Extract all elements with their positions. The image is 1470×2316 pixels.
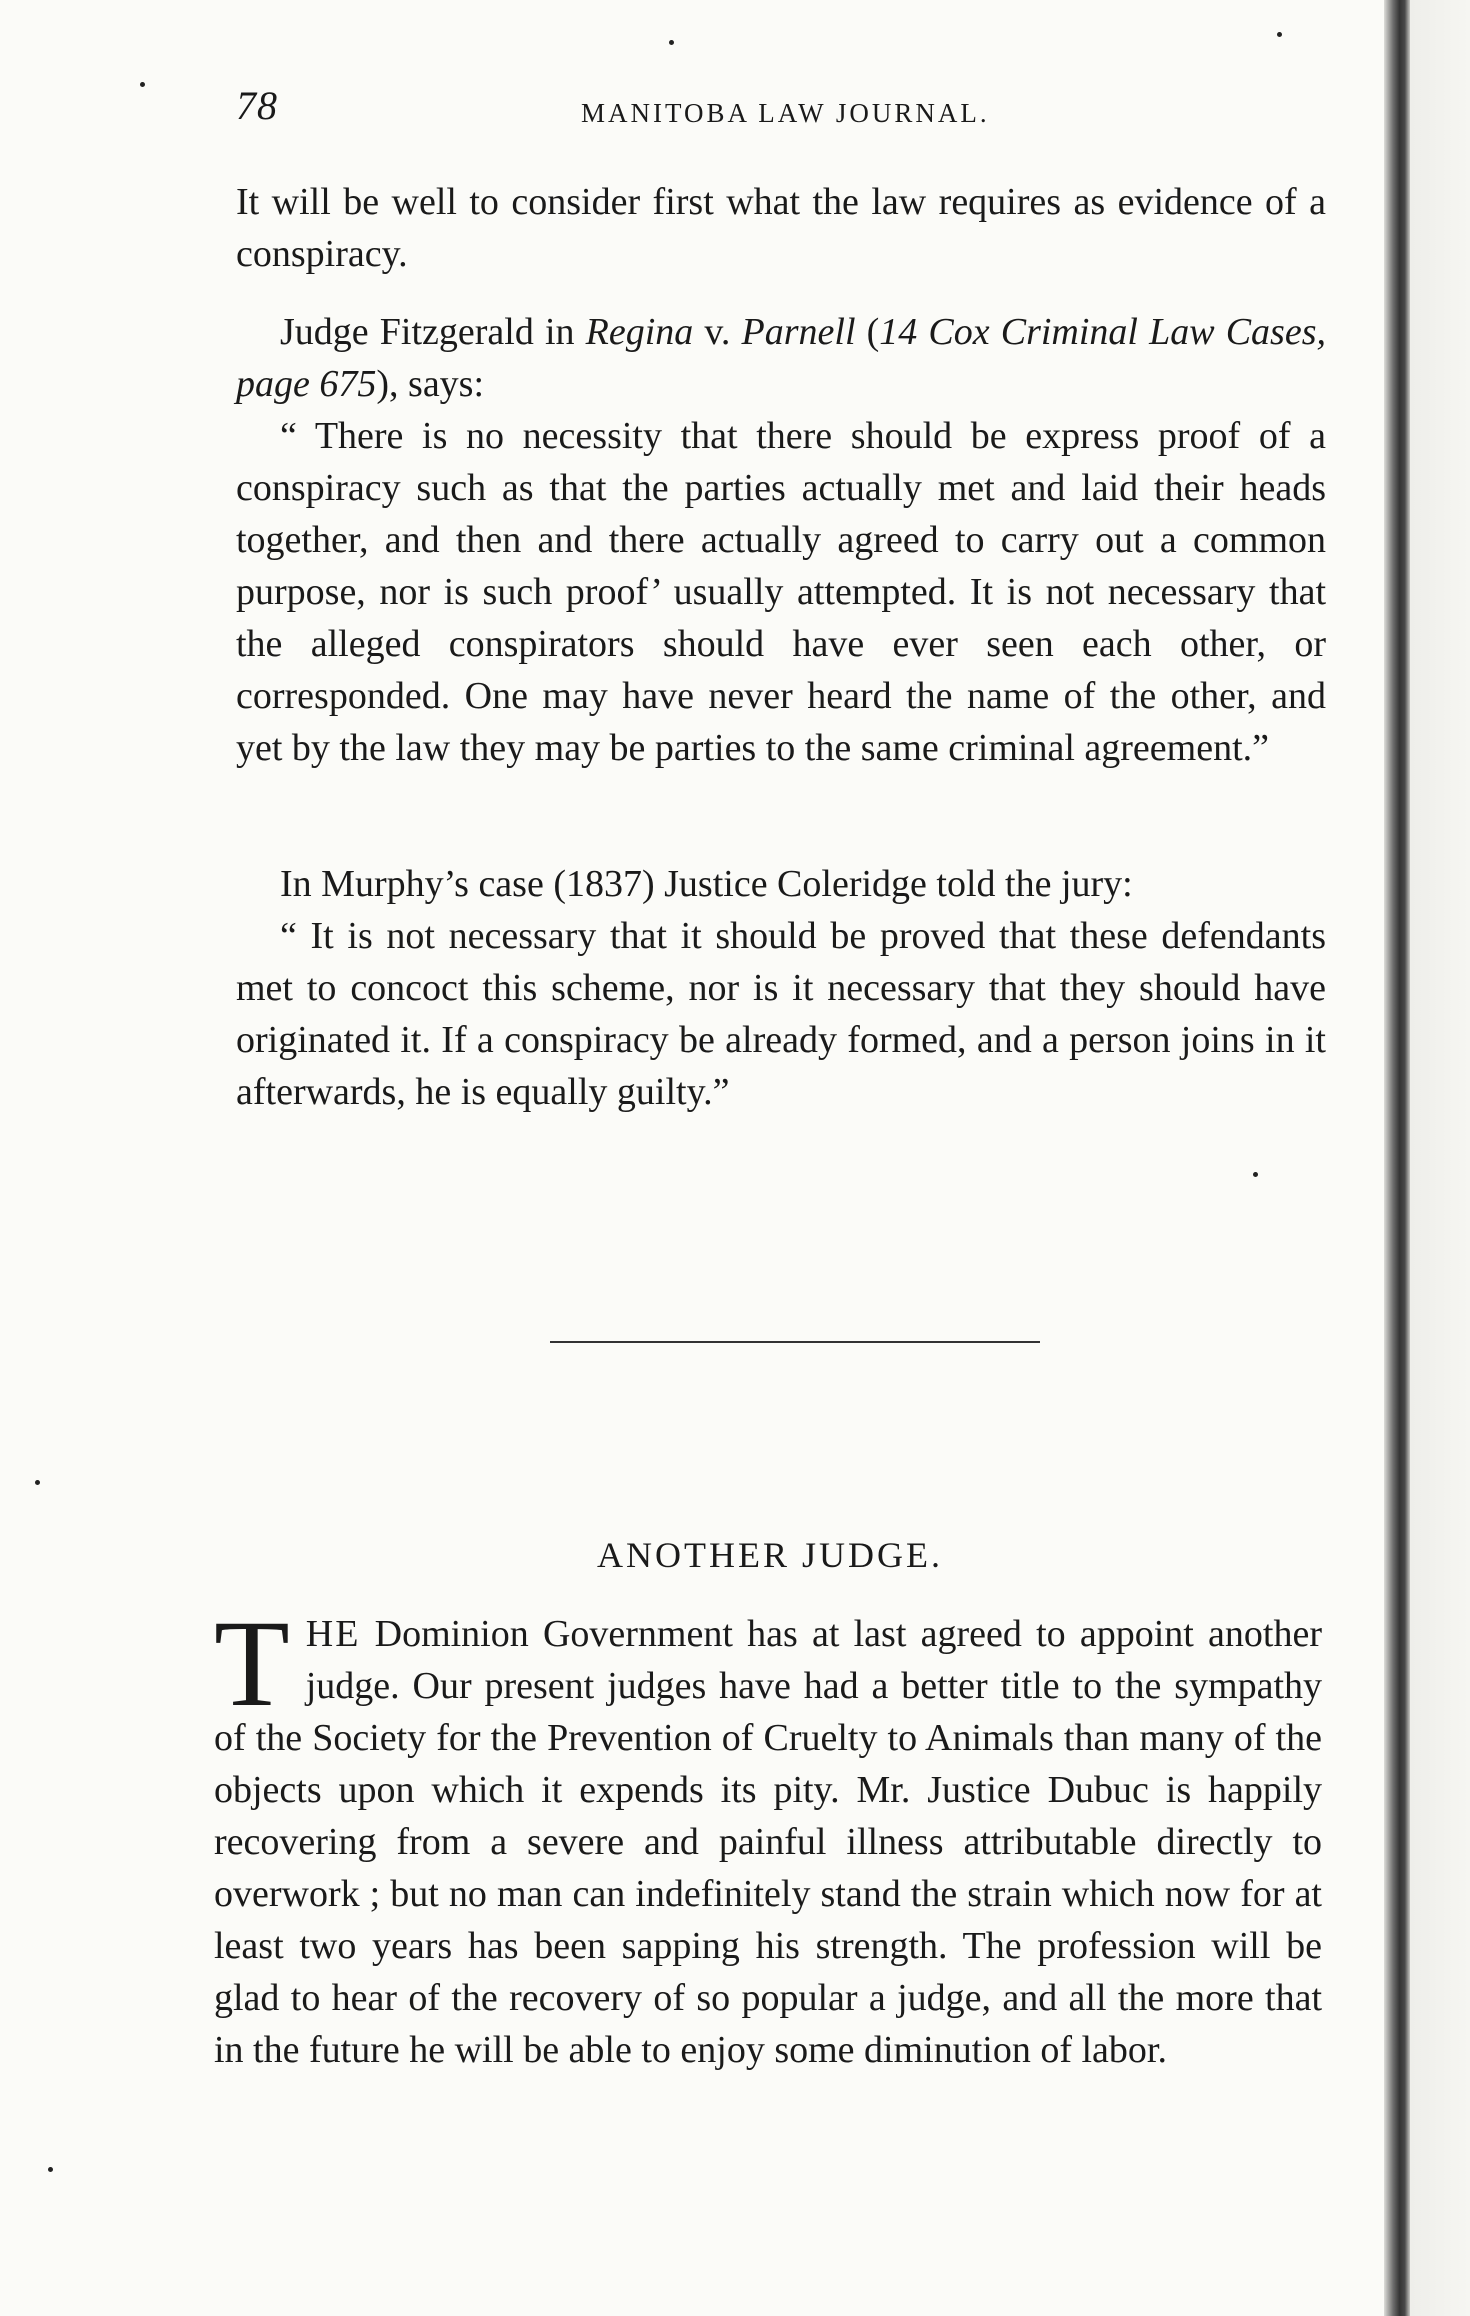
scan-speck <box>669 40 674 45</box>
page-number: 78 <box>236 83 278 128</box>
fitzgerald-quote: “ There is no necessity that there should be express proof of a conspiracy such as that the parties actually met and laid their heads together, and then and there actually agreed to carry out a common purpose, nor is such proof’ usually attempted. It is not necessary that the alleged conspirators should have ever seen each other, or corresponded. One may have never heard the name of the other, and yet by the law they may be parties to the same criminal agreement.” <box>236 415 1326 769</box>
journal-title: MANITOBA LAW JOURNAL. <box>581 98 990 128</box>
murphy-lead: In Murphy’s case (1837) Justice Coleridge told the jury: <box>280 863 1133 905</box>
intro-paragraph <box>236 176 1326 280</box>
page-margin-right <box>1410 0 1470 2316</box>
cite-close: ), says: <box>376 363 485 405</box>
section-divider <box>550 1341 1040 1343</box>
scan-speck <box>1277 32 1282 37</box>
case-name: Regina <box>585 311 694 353</box>
drop-cap: T <box>214 1595 290 1732</box>
intro-text: It will be well to consider first what the law requires as evidence of a conspiracy. <box>236 181 1326 275</box>
first-word-rest: HE <box>305 1613 361 1655</box>
cite-open: ( <box>855 311 880 353</box>
murphy-quote: “ It is not necessary that it should be proved that these defendants met to concoct this scheme, nor is it necessary that they should have originated it. If a conspiracy be already formed, and a person joins in it afterwards, he is equally guilty.” <box>236 915 1326 1113</box>
binding-edge <box>1384 0 1410 2316</box>
another-judge-body: Dominion Government has at last agreed to appoint another judge. Our present judges have had a better title to the sympathy of the Society for the Prevention of Cruelty to Animals than many of the objects upon which it expends its pity. Mr. Justice Dubuc is happily recovering from a severe and painful illness attributable directly to overwork ; but no man can indefinitely stand the strain which now for at least two years has been sapping his strength. The profession will be glad to hear of the recovery of so popular a judge, and all the more that in the future he will be able to enjoy some diminution of labor. <box>214 1613 1322 2071</box>
scan-speck <box>1253 1172 1258 1177</box>
case-versus: v. <box>693 311 742 353</box>
scan-speck <box>35 1480 40 1485</box>
scan-speck <box>48 2167 53 2172</box>
another-judge-paragraph <box>214 1595 1322 2076</box>
section-heading: ANOTHER JUDGE. <box>597 1535 943 1575</box>
fitzgerald-citation <box>236 306 1326 410</box>
fitzgerald-lead: Judge Fitzgerald in <box>280 311 586 353</box>
case-party: Parnell <box>741 311 856 353</box>
scan-speck <box>140 82 145 87</box>
case-reporter-citation: 14 Cox Criminal Law Cases, page 675 <box>236 311 1326 405</box>
fitzgerald-section <box>236 306 1326 774</box>
murphy-section <box>236 858 1326 1118</box>
running-head <box>236 82 1336 142</box>
